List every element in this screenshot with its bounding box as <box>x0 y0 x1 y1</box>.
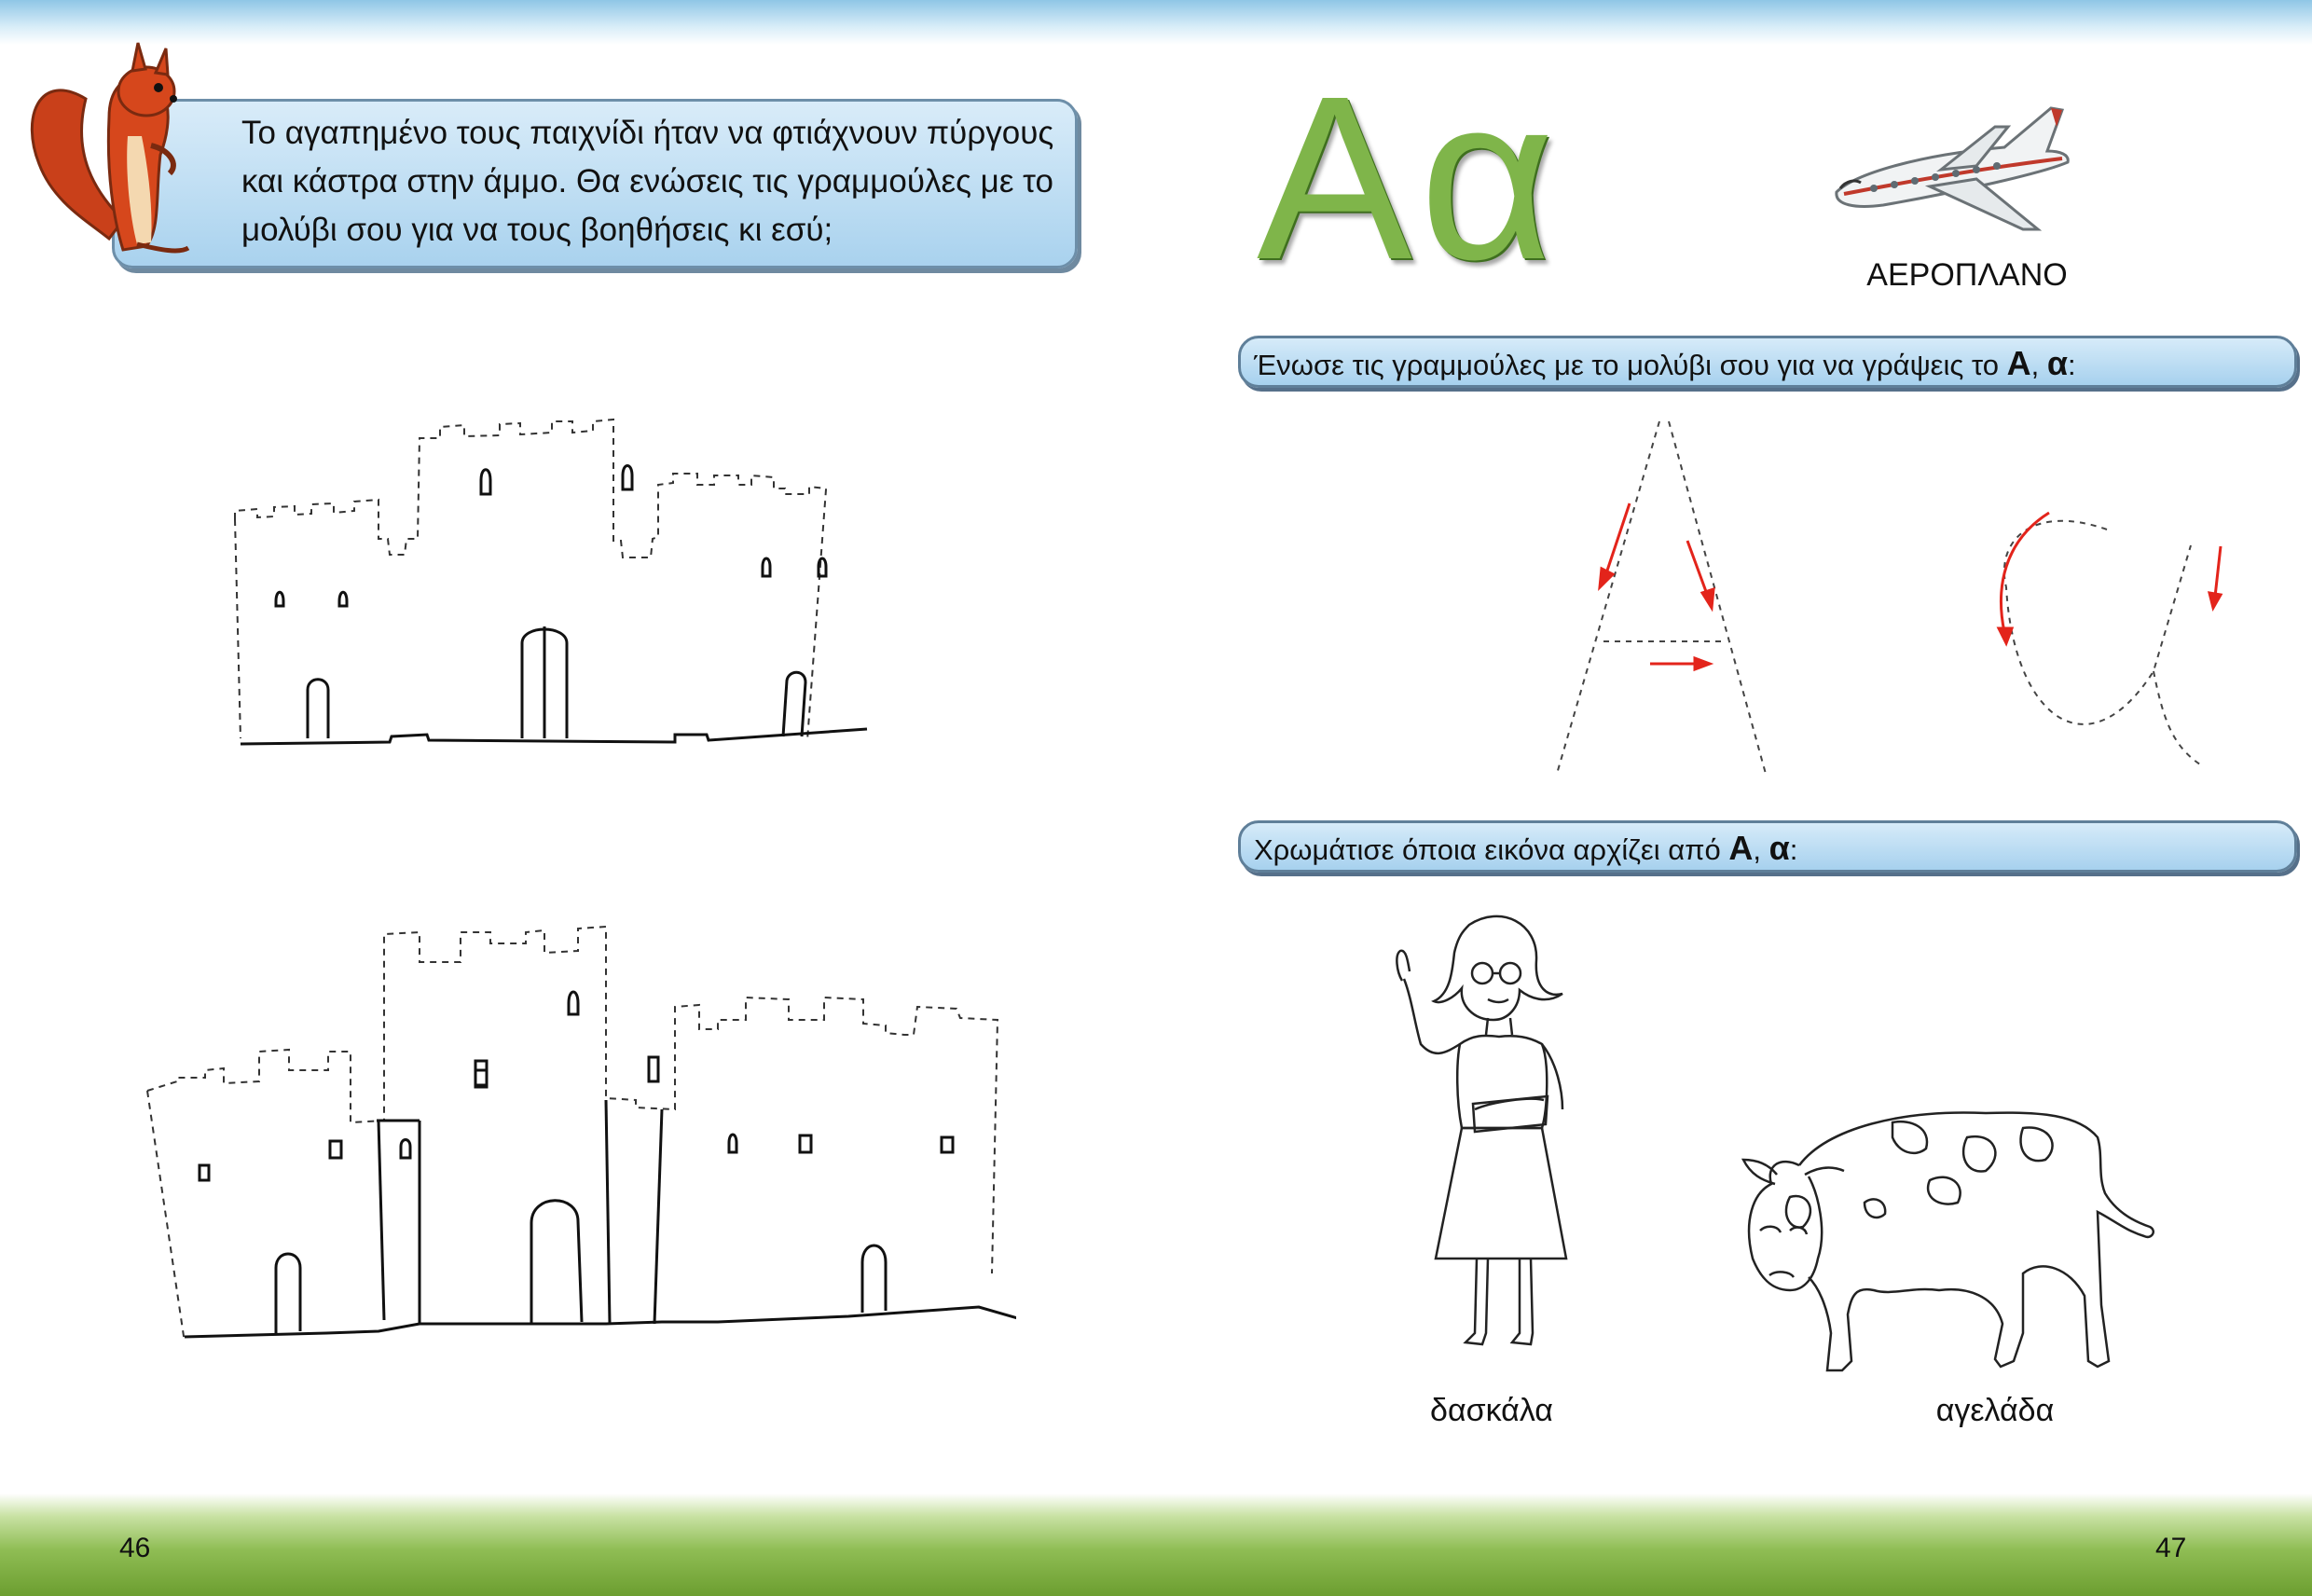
right-page <box>1156 0 2312 1596</box>
teacher-label: δασκάλα <box>1430 1393 1553 1428</box>
instruction-text-trace <box>1254 344 2076 383</box>
letter-upper-bold: Α <box>2006 344 2031 382</box>
squirrel-illustration <box>21 34 237 257</box>
page-number-right: 47 <box>2155 1533 2187 1563</box>
instruction-text-color <box>1254 829 1797 868</box>
cow-illustration <box>1687 1091 2172 1389</box>
big-letter-heading: Αα <box>1257 48 1562 308</box>
instruction-color-label: Χρωμάτισε όποια εικόνα αρχίζει από <box>1254 833 1729 866</box>
grass-footer <box>0 1493 1156 1596</box>
intro-text: Το αγαπημένο τους παιχνίδι ήταν να φτιάχνουν πύργους και κάστρα στην άμμο. Θα ενώσεις τις γραμμούλες με το μολύβι σου για να τους βοηθήσεις κι εσύ; <box>241 115 1054 248</box>
colon: : <box>2067 349 2076 381</box>
comma-2: , <box>1753 833 1769 866</box>
castle-drawing-top <box>224 373 914 764</box>
grass-footer <box>1156 1493 2312 1596</box>
page-number-left: 46 <box>119 1533 151 1563</box>
instruction-trace-label: Ένωσε τις γραμμούλες με το μολύβι σου για να γράψεις το <box>1254 349 2007 381</box>
sky-gradient <box>1156 0 2312 45</box>
letter-lower-bold-2: α <box>1768 829 1790 867</box>
colon-2: : <box>1789 833 1798 866</box>
letter-lower-bold: α <box>2046 344 2068 382</box>
cow-label: αγελάδα <box>1935 1393 2055 1428</box>
airplane-icon <box>1818 89 2088 239</box>
comma: , <box>2030 349 2047 381</box>
intro-speech-box <box>112 99 1078 268</box>
castle-drawing-bottom <box>140 914 1016 1352</box>
airplane-label: ΑΕΡΟΠΛΑΝΟ <box>1866 257 2068 293</box>
letter-upper-bold-2: Α <box>1728 829 1754 867</box>
teacher-illustration <box>1380 904 1603 1370</box>
instruction-banner-color <box>1238 820 2297 873</box>
tracing-letters <box>1417 410 2293 783</box>
instruction-banner-trace <box>1238 336 2297 388</box>
